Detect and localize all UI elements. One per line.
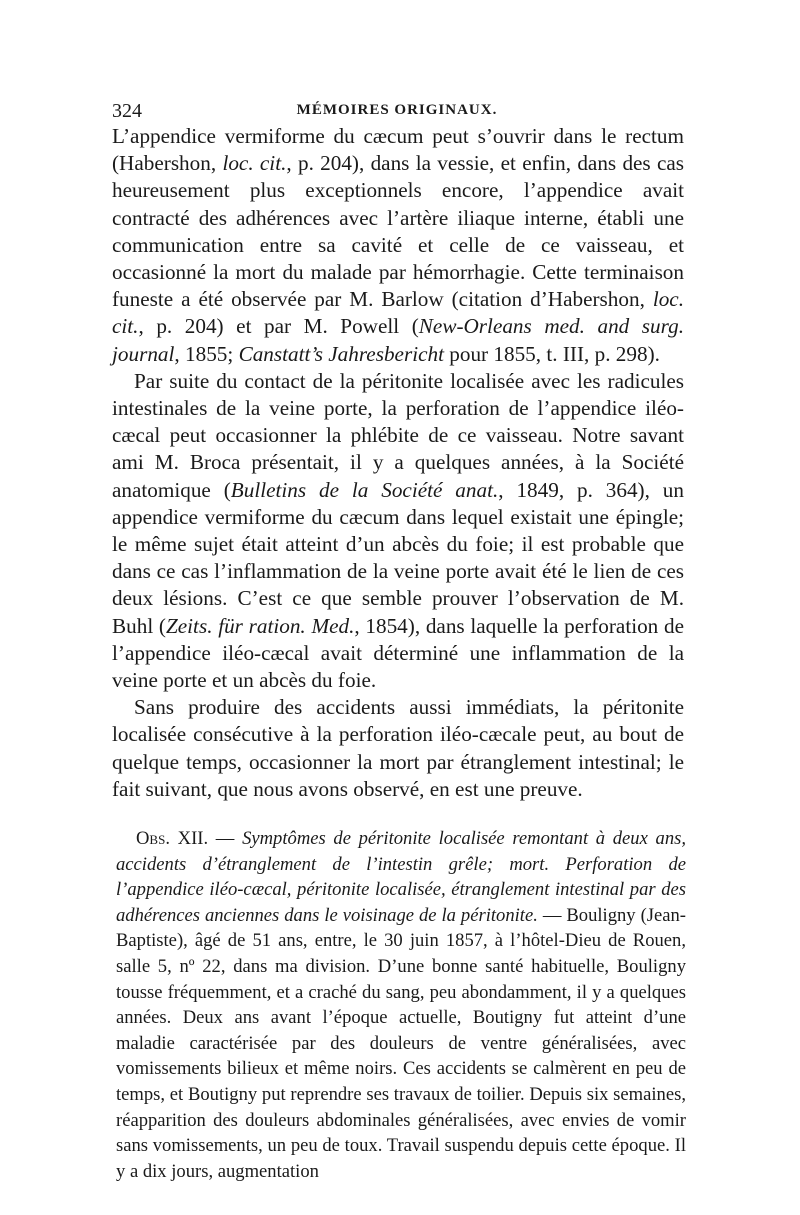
observation-paragraph: Obs. XII. — Symptômes de péritonite localisée remontant à deux ans, accidents d’étranglement de l’intestin grêle; mort. Perforation de l’appendice iléo-cæcal, péritonite localisée, étranglement intestinal par des adhérences anciennes dans le voisinage de la péritonite. — Bouligny (Jean-Baptiste), âgé de 51 ans, entre, le 30 juin 1857, à l’hôtel-Dieu de Rouen, salle 5, nº 22, dans ma division. D’une bonne santé habituelle, Bouligny tousse fréquemment, et a craché du sang, peu abondamment, il y a quelques années. Deux ans avant l’époque actuelle, Boutigny fut atteint d’une maladie caractérisée par des douleurs de ventre généralisées, avec vomissements bilieux et même noirs. Ces accidents se calmèrent en peu de temps, et Boutigny put reprendre ses travaux de toilier. Depuis six semaines, réapparition des douleurs abdominales généralisées, avec envies de vomir sans vomissements, un peu de toux. Travail suspendu depuis cette époque. Il y a dix jours, augmentation [116,828,687,1182]
paragraph-3: Sans produire des accidents aussi immédiats, la péritonite localisée consécutive à la perforation iléo-cæcale peut, au bout de quelque temps, occasionner la mort par étranglement intestinal; le fait suivant, que nous avons observé, en est une preuve. [112,695,684,801]
main-text [112,123,684,803]
observation-text: — Bouligny (Jean-Baptiste), âgé de 51 ans, entre, le 30 juin 1857, à l’hôtel-Dieu de Rouen, salle 5, nº 22, dans ma division. D’une bonne santé habituelle, Bouligny tousse fréquemment, et a craché du sang, peu abondamment, il y a quelques années. Deux ans avant l’époque actuelle, Boutigny fut atteint d’une maladie caractérisée par des douleurs de ventre généralisées, avec vomissements bilieux et même noirs. Ces accidents se calmèrent en peu de temps, et Boutigny put reprendre ses travaux de toilier. Depuis six semaines, réapparition des douleurs abdominales généralisées, avec envies de vomir sans vomissements, un peu de toux. Travail suspendu depuis cette époque. Il y a dix jours, augmentation [116,904,686,1182]
page-number: 324 [112,100,142,122]
running-title: MÉMOIRES ORIGINAUX. [296,102,498,118]
observation-title: Symptômes de péritonite localisée remontant à deux ans, accidents d’étranglement de l’intestin grêle; mort. Perforation de l’appendice iléo-cæcal, péritonite localisée, étranglement intestinal par des adhérences anciennes dans le voisinage de la péritonite. [116,828,687,926]
paragraph-1: L’appendice vermiforme du cæcum peut s’ouvrir dans le rectum (Habershon, loc. cit., p. 204), dans la vessie, et enfin, dans des cas heureusement plus exceptionnels encore, l’appendice avait contracté des adhérences avec l’artère iliaque interne, établi une communication entre sa cavité et celle de ce vaisseau, et occasionné la mort du malade par hémorrhagie. Cette terminaison funeste a été observée par M. Barlow (citation d’Habershon, loc. cit., p. 204) et par M. Powell (New-Orleans med. and surg. journal, 1855; Canstatt’s Jahresbericht pour 1855, t. III, p. 298). [112,124,685,366]
observation-label: Obs. XII. [136,828,209,849]
paragraph-2: Par suite du contact de la péritonite localisée avec les radicules intestinales de la veine porte, la perforation de l’appendice iléo-cæcal peut occasionner la phlébite de ce vaisseau. Notre savant ami M. Broca présentait, il y a quelques années, à la Société anatomique (Bulletins de la Société anat., 1849, p. 364), un appendice vermiforme du cæcum dans lequel existait une épingle; le même sujet était atteint d’un abcès du foie; il est probable que dans ce cas l’inflammation de la veine porte avait été le lien de ces deux lésions. C’est ce que semble prouver l’observation de M. Buhl (Zeits. für ration. Med., 1854), dans laquelle la perforation de l’appendice iléo-cæcal avait déterminé une inflammation de la veine porte et un abcès du foie. [112,368,684,693]
observation-block [116,826,686,1184]
